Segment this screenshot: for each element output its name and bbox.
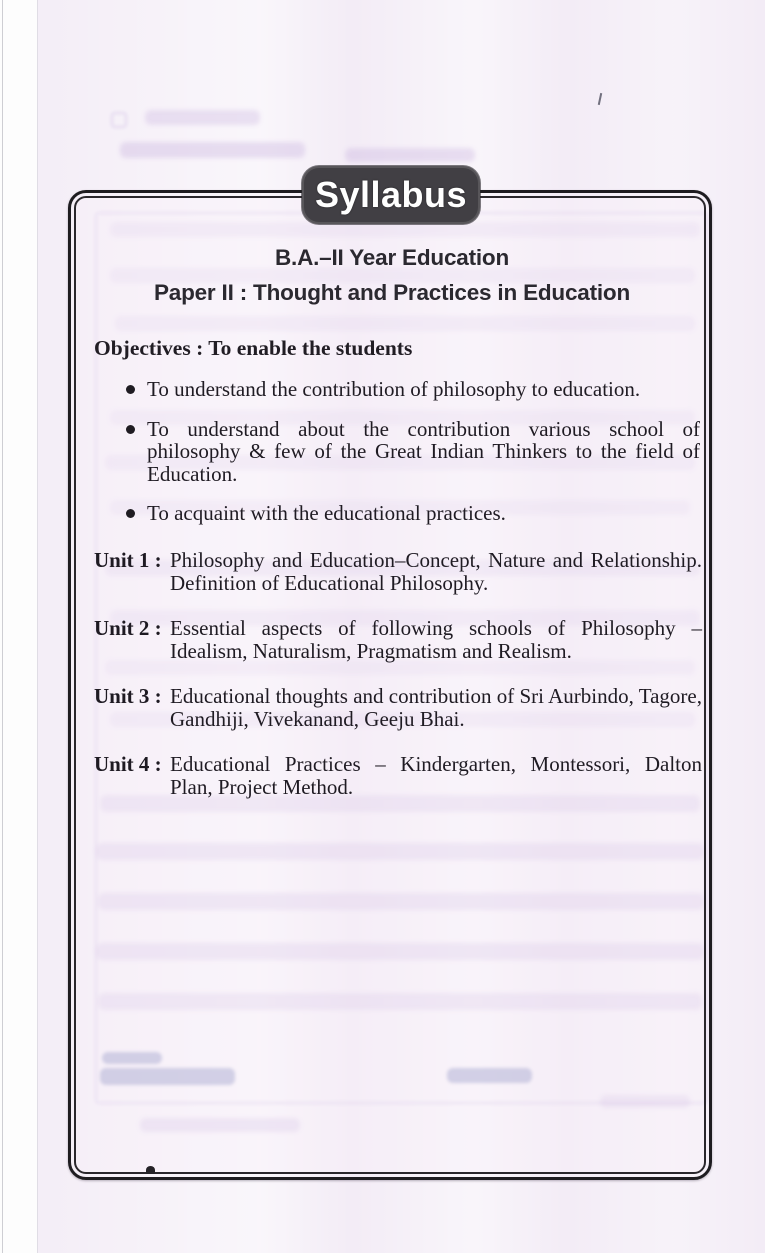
unit-text: Educational thoughts and contribution of Sri Aurbindo, Tagore, Gandhiji, Vivekanand, Geeju Bhai. — [170, 683, 702, 732]
unit-row — [94, 685, 702, 732]
syllabus-badge-label: Syllabus — [314, 174, 468, 215]
bleed-through-mark — [145, 110, 260, 125]
objective-item — [126, 502, 700, 525]
bleed-through-checkbox — [111, 112, 127, 128]
unit-text: Philosophy and Education–Concept, Nature and Relationship. Definition of Educational Philosophy. — [170, 547, 702, 596]
unit-list — [80, 549, 704, 800]
syllabus-frame — [68, 190, 712, 1180]
unit-label: Unit 3 : — [94, 683, 162, 708]
pen-tick-mark — [598, 93, 602, 105]
objective-text: To acquaint with the educational practices. — [147, 501, 506, 526]
objective-text: To understand about the contribution various school of philosophy & few of the Great Indian Thinkers to the field of Education. — [147, 416, 700, 486]
ink-blemish-dot — [146, 1166, 155, 1174]
bullet-icon — [126, 425, 135, 434]
bullet-icon — [126, 509, 135, 518]
syllabus-badge — [302, 166, 480, 224]
bleed-through-mark — [345, 148, 475, 162]
unit-label: Unit 4 : — [94, 751, 162, 776]
objectives-list — [80, 378, 704, 525]
course-heading — [80, 240, 704, 310]
objective-item — [126, 418, 700, 486]
unit-row — [94, 549, 702, 596]
unit-row — [94, 617, 702, 664]
unit-label: Unit 2 : — [94, 615, 162, 640]
bullet-icon — [126, 385, 135, 394]
unit-text: Educational Practices – Kindergarten, Montessori, Dalton Plan, Project Method. — [170, 751, 702, 800]
bleed-through-mark — [120, 142, 305, 158]
unit-label: Unit 1 : — [94, 547, 162, 572]
scan-edge-strip — [0, 0, 38, 1253]
objective-item — [126, 378, 700, 401]
objective-text: To understand the contribution of philosophy to education. — [147, 377, 641, 402]
paper-title: Paper II : Thought and Practices in Education — [153, 280, 631, 305]
syllabus-content — [80, 202, 704, 800]
course-title: B.A.–II Year Education — [274, 245, 509, 270]
objectives-heading: Objectives : To enable the students — [94, 336, 413, 360]
unit-row — [94, 753, 702, 800]
unit-text: Essential aspects of following schools of Philosophy – Idealism, Naturalism, Pragmatism and Realism. — [170, 615, 702, 664]
